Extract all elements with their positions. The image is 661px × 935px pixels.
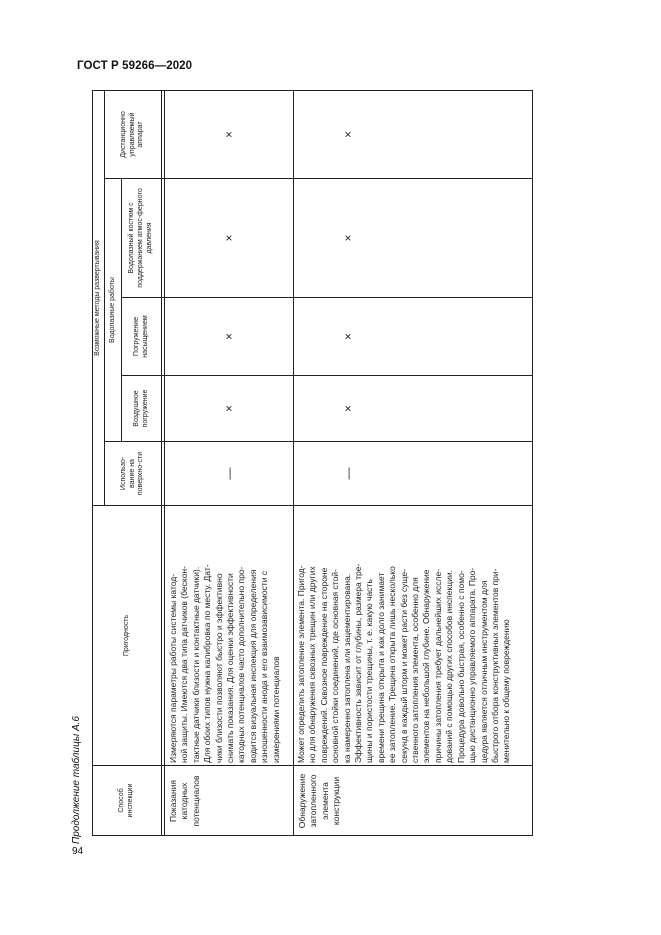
row2-line: Процедура довольно быстрая, особенно с помо- [455,570,466,763]
table-border-bottom [532,90,533,836]
row1-line: изношенности анода и его взаимозависимости с [259,570,270,763]
row1-line: водится визуальная инспекция для определения [247,569,258,763]
row2-line: ка намеренно затоплена или зацементирована. [341,573,352,763]
row1-line: измерениями потенциалов [270,656,281,763]
row1-line: Для обоих типов нужна калибровка по месту. Дат- [202,564,213,763]
document-header: ГОСТ Р 59266—2020 [77,60,193,72]
row2-line: менительно к общему повреждению [501,619,512,763]
header-rov: Дистанционно управляемый аппарат [119,111,145,158]
page-number: 94 [72,846,84,857]
row1-surface-mark: — [222,467,236,480]
row2-line: Эффективность зависит от глубины, размера тре- [353,563,364,763]
header-saturation: Погружение насыщением [132,315,149,358]
header-diving: Водолазные работы [108,277,116,343]
row2-line: повреждений. Сквозное повреждение на стороне [318,567,329,763]
header-possible-methods: Возможные методы развертывания [94,240,102,356]
row2-line: щины и пористости трещины, т. е. какую часть [364,579,375,763]
row1-line: тактные датчики близости и контактные датчики). [190,566,201,763]
row2-line: дований с помощью других способов инспекции. [444,570,455,763]
row1-line: катодных потенциалов часто дополнительно про- [236,566,247,763]
row1-description [168,507,282,763]
row2-surface-mark: — [341,467,355,480]
row2-line: ственного затопления элемента, особенно для [410,577,421,763]
row1-line: ной защиты. Имеются два типа датчиков (бескон- [179,566,190,763]
row2-line: цедура является отличным инструментом для [478,580,489,763]
row2-atmospheric-mark: × [341,234,355,242]
header-method: Способ инспекции [118,783,134,818]
row1-saturation-mark: × [222,333,236,341]
row2-line: щью дистанционно управляемого аппарата. Про- [467,567,478,763]
header-bottom-line [161,90,162,836]
row1-air-mark: × [222,405,236,413]
header-suitability: Пригодность [122,614,130,657]
row1-line: чики близости позволяют быстро и эффективно [213,573,224,763]
row2-line: Может определить затопление элемента. Пригод- [296,565,306,763]
row2-line: секунд в каждый шторм и может расти без суще- [398,569,409,763]
row2-line: ее затопление. Трещина открыта лишь несколько [387,566,398,763]
row1-atmospheric-mark: × [222,234,236,242]
row2-line: элементов на небольшой глубине. Обнаружение [421,569,432,763]
row1-rov-mark: × [222,131,236,139]
inspection-methods-table [92,90,533,836]
row2-description [296,507,513,763]
table-caption: Продолжение таблицы А.6 [71,716,82,844]
header-surface: Использо-вание на поверхно-сти [119,451,145,496]
row2-line: основной стойки соединений, где основная стой- [330,569,341,763]
row2-line: причины затопления требует дальнейших иссле- [432,568,443,763]
row2-line: но для обнаружения сквозных трещин или других [307,566,318,763]
table-border-left [92,835,533,836]
row2-line: времени трещина открыта и как долго занимает [375,572,386,763]
row2-saturation-mark: × [341,333,355,341]
row1-line: снимать показания. Для оценки эффективности [225,573,236,763]
row1-method: Показания катодных потенциалов [168,775,201,827]
row2-line: быстрого отбора конструктивных элементов при- [489,568,500,763]
row2-method: Обнаружение затопленного элемента конструкции [297,773,342,829]
row2-air-mark: × [341,405,355,413]
row1-line: Измеряются параметры работы системы катод- [168,573,178,763]
header-atmospheric-suit: Водолазный костюм с поддержанием атмос-ферного давления [128,188,153,288]
header-air-diving: Воздушное погружение [132,389,149,428]
row2-rov-mark: × [341,131,355,139]
